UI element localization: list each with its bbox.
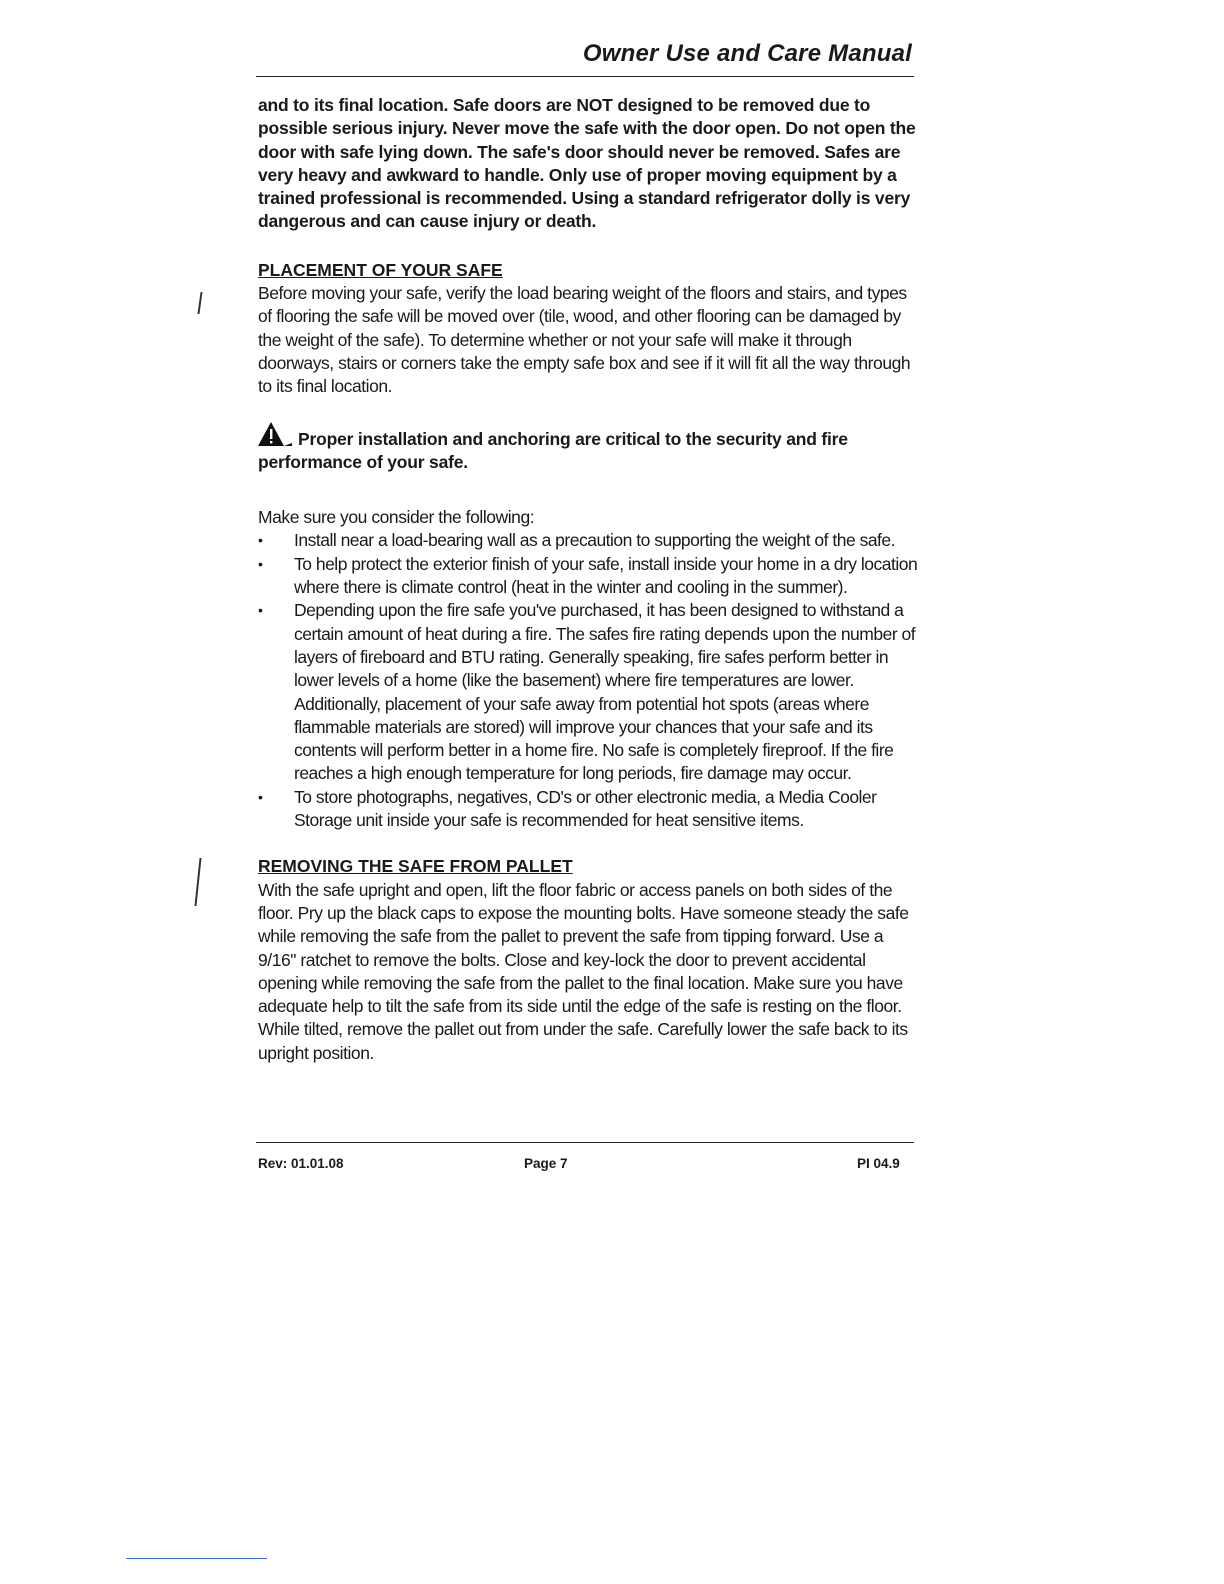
margin-mark: [197, 292, 202, 314]
document-code: PI 04.9: [857, 1156, 900, 1171]
list-item: [258, 599, 918, 785]
page-content: [258, 94, 918, 1065]
removing-body: With the safe upright and open, lift the floor fabric or access panels on both sides of the floor. Pry up the black caps to expose the mounting bolts. Have someone steady the safe while removing the safe from the pallet to prevent the safe from tipping forward. Use a 9/16" ratchet to remove the bolts. Close and key-lock the door to prevent accidental opening while removing the safe from the pallet to the final location. Make sure you have adequate help to tilt the safe from its side until the edge of the safe is resting on the floor. While tilted, remove the pallet out from under the safe. Carefully lower the safe back to its upright position.: [258, 879, 909, 1063]
list-item: [258, 553, 918, 600]
warning-triangle-icon: [258, 421, 292, 447]
caution-text: Proper installation and anchoring are critical to the security and fire performance of your safe.: [258, 428, 848, 472]
bullet-icon: •: [258, 602, 263, 619]
margin-mark: [194, 858, 201, 906]
bullet-icon: •: [258, 555, 263, 572]
list-item-text: To help protect the exterior finish of your safe, install inside your home in a dry location where there is climate control (heat in the winter and cooling in the summer).: [294, 553, 918, 598]
list-item: [258, 529, 918, 552]
placement-heading: PLACEMENT OF YOUR SAFE: [258, 259, 503, 280]
revision-label: Rev: 01.01.08: [258, 1156, 344, 1171]
list-item: [258, 786, 918, 833]
list-item-text: Install near a load-bearing wall as a precaution to supporting the weight of the safe.: [294, 530, 896, 551]
list-item-text: To store photographs, negatives, CD's or other electronic media, a Media Cooler Storage unit inside your safe is recommended for heat sensitive items.: [294, 786, 877, 831]
bottom-rule: [126, 1558, 267, 1559]
bullet-icon: •: [258, 532, 263, 549]
list-item-text: Depending upon the fire safe you've purchased, it has been designed to withstand a certain amount of heat during a fire. The safes fire rating depends upon the number of layers of fireboard and BTU rating. Generally speaking, fire safes perform better in lower levels of a home (like the basement) where fire temperatures are lower. Additionally, placement of your safe away from potential hot spots (areas where flammable materials are stored) will improve your chances that your safe and its contents will perform better in a home fire. No safe is completely fireproof. If the fire reaches a high enough temperature for long periods, fire damage may occur.: [294, 600, 916, 784]
considerations-intro: Make sure you consider the following:: [258, 507, 535, 528]
moving-warning-paragraph: and to its final location. Safe doors are NOT designed to be removed due to possible serious injury. Never move the safe with the door open. Do not open the door with safe lying down. The safe's door should never be removed. Safes are very heavy and awkward to handle. Only use of proper moving equipment by a trained professional is recommended. Using a standard refrigerator dolly is very dangerous and can cause injury or death.: [258, 95, 916, 232]
page-header: [256, 36, 914, 77]
footer-divider: [256, 1142, 914, 1143]
placement-body: Before moving your safe, verify the load bearing weight of the floors and stairs, and types of flooring the safe will be moved over (tile, wood, and other flooring can be damaged by the weight of the safe). To determine whether or not your safe will make it through doorways, stairs or corners take the empty safe box and see if it will fit all the way through to its final location.: [258, 283, 911, 397]
page-number: Page 7: [524, 1156, 568, 1171]
header-title: Owner Use and Care Manual: [582, 40, 912, 67]
bullet-icon: •: [258, 788, 263, 805]
considerations-list: [258, 529, 918, 832]
caution-note: [258, 421, 918, 475]
removing-heading: REMOVING THE SAFE FROM PALLET: [258, 856, 573, 877]
